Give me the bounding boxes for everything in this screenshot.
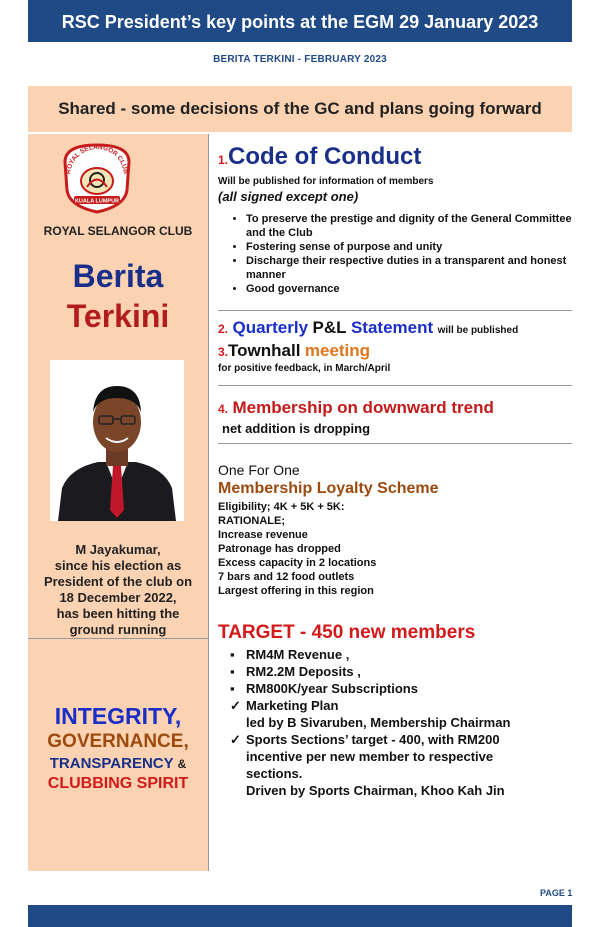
list-item xyxy=(230,680,570,697)
section-number: 1. xyxy=(218,153,229,167)
motto-integrity: INTEGRITY, xyxy=(54,703,182,729)
caption-line: M Jayakumar, xyxy=(75,542,161,557)
target-item-text: RM2.2M Deposits , xyxy=(246,664,361,679)
caption-line: 18 December 2022, xyxy=(59,590,177,605)
motto-governance: GOVERNANCE, xyxy=(47,731,189,752)
president-photo xyxy=(50,360,184,521)
list-item: • Discharge their respective duties in a transparent and honest manner xyxy=(246,254,586,282)
checkmark-icon: ✓ xyxy=(230,732,241,747)
target-item-text: sections. xyxy=(246,766,303,781)
list-item xyxy=(230,663,570,680)
list-item: • Fostering sense of purpose and unity xyxy=(246,240,586,254)
loyalty-scheme-heading: Membership Loyalty Scheme xyxy=(218,480,439,497)
target-item-text: Marketing Plan xyxy=(246,698,339,713)
caption-line: President of the club on xyxy=(43,574,193,589)
list-item: Excess capacity in 2 locations xyxy=(218,557,377,569)
code-note: Will be published for information of members xyxy=(218,176,434,187)
target-item-text: Sports Sections’ target - 400, with RM200 xyxy=(246,732,500,747)
list-item xyxy=(230,697,570,731)
pl-tail: will be published xyxy=(437,325,519,336)
section-divider xyxy=(218,385,572,386)
club-motto xyxy=(28,702,208,794)
caption-line: has been hitting the xyxy=(56,606,180,621)
motto-clubbing-spirit: CLUBBING SPIRIT xyxy=(47,775,189,792)
section-number: 3. xyxy=(218,345,229,359)
column-divider xyxy=(208,134,209,871)
list-item xyxy=(230,731,570,799)
caption-line: ground running xyxy=(69,622,167,637)
membership-line xyxy=(218,398,568,418)
masthead-berita: Berita xyxy=(72,258,164,294)
target-item-text: Driven by Sports Chairman, Khoo Kah Jin xyxy=(246,783,505,798)
president-caption xyxy=(28,542,208,638)
code-of-conduct-heading xyxy=(218,143,568,171)
motto-transparency-line xyxy=(28,754,208,774)
motto-transparency: TRANSPARENCY xyxy=(49,755,174,772)
target-heading: TARGET - 450 new members xyxy=(218,622,476,643)
section-divider xyxy=(218,310,572,311)
townhall-line xyxy=(218,341,568,361)
target-item-text: led by B Sivaruben, Membership Chairman xyxy=(246,715,511,730)
caption-line: since his election as xyxy=(54,558,182,573)
bullet-square-icon: ▪ xyxy=(230,664,235,679)
header-title-bar xyxy=(28,0,572,42)
townhall-sub: for positive feedback, in March/April xyxy=(218,363,391,374)
list-item: Largest offering in this region xyxy=(218,585,374,597)
page-number: PAGE 1 xyxy=(540,888,573,898)
section-divider xyxy=(218,443,572,444)
code-bullet-list xyxy=(228,212,586,296)
sidebar-divider xyxy=(28,638,208,639)
footer-bar xyxy=(28,905,572,927)
pl-quarterly: Quarterly xyxy=(232,318,309,337)
list-item: Increase revenue xyxy=(218,529,308,541)
target-item-text: RM800K/year Subscriptions xyxy=(246,681,418,696)
bullet-square-icon: ▪ xyxy=(230,647,235,662)
banner: Shared - some decisions of the GC and plans going forward xyxy=(28,86,572,132)
code-signed-note: (all signed except one) xyxy=(218,189,359,204)
svg-text:KUALA LUMPUR: KUALA LUMPUR xyxy=(74,198,120,205)
pl-pandl: P&L xyxy=(312,318,347,337)
code-of-conduct-title: Code of Conduct xyxy=(228,143,422,170)
list-item: • Good governance xyxy=(246,282,586,296)
membership-word: Membership xyxy=(232,398,333,417)
meeting-word: meeting xyxy=(304,341,371,360)
list-item: • To preserve the prestige and dignity of the General Committee and the Club xyxy=(246,212,586,240)
motto-ampersand: & xyxy=(177,757,187,771)
townhall-word: Townhall xyxy=(228,341,301,360)
section-number: 2. xyxy=(218,322,229,336)
masthead-terkini: Terkini xyxy=(66,298,170,334)
svg-text:ROYAL SELANGOR CLUB: ROYAL SELANGOR CLUB xyxy=(65,143,129,175)
list-item: Eligibility; 4K + 5K + 5K: xyxy=(218,501,345,513)
target-list xyxy=(230,646,570,799)
pl-statement: Statement xyxy=(350,318,434,337)
newsletter-subtitle: BERITA TERKINI - FEBRUARY 2023 xyxy=(213,54,387,65)
bullet-square-icon: ▪ xyxy=(230,681,235,696)
list-item xyxy=(230,646,570,663)
header-title: RSC President’s key points at the EGM 29 January 2023 xyxy=(61,12,539,32)
checkmark-icon: ✓ xyxy=(230,698,241,713)
club-name: ROYAL SELANGOR CLUB xyxy=(43,224,193,238)
target-item-text: incentive per new member to respective xyxy=(246,749,494,764)
downward-trend: on downward trend xyxy=(337,398,494,417)
one-for-one: One For One xyxy=(218,462,300,478)
pl-statement-line xyxy=(218,318,568,338)
membership-sub: net addition is dropping xyxy=(222,421,371,436)
club-crest-logo xyxy=(60,142,134,218)
section-number: 4. xyxy=(218,402,229,416)
target-item-text: RM4M Revenue , xyxy=(246,647,350,662)
list-item: Patronage has dropped xyxy=(218,543,341,555)
loyalty-details xyxy=(218,500,568,598)
list-item: RATIONALE; xyxy=(218,515,286,527)
list-item: 7 bars and 12 food outlets xyxy=(218,571,355,583)
